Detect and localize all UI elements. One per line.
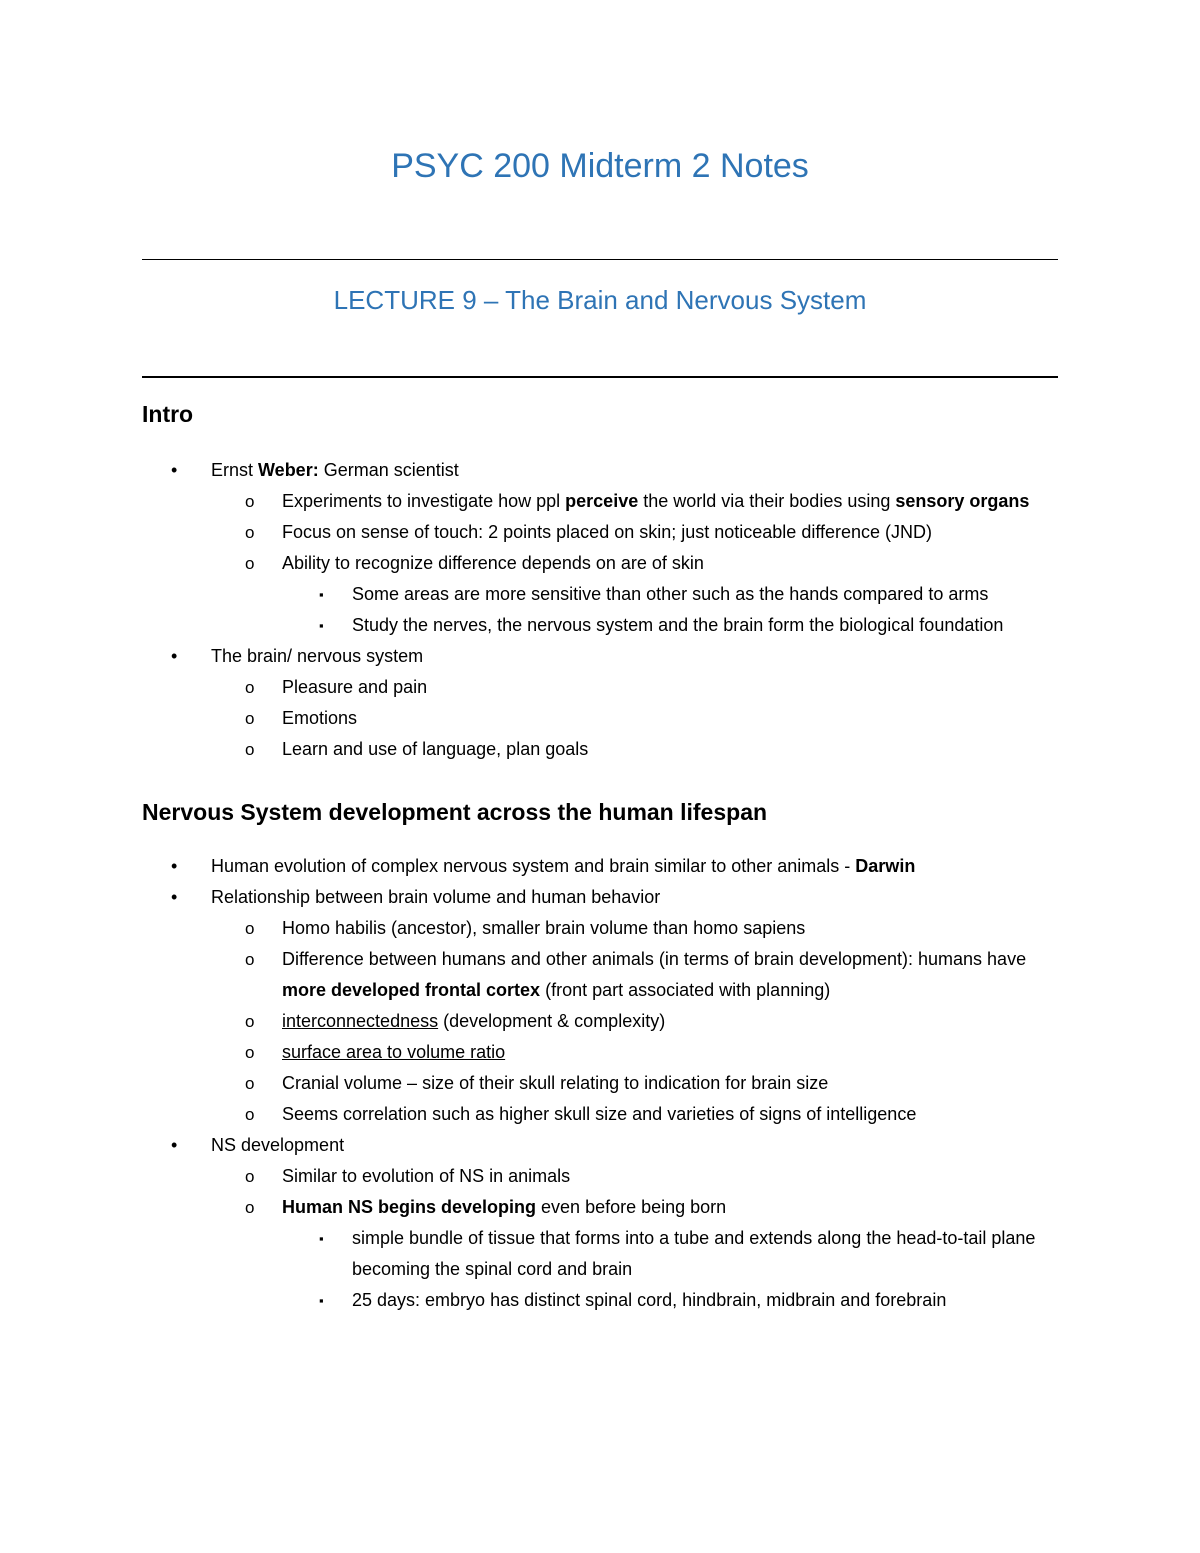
item-text: Seems correlation such as higher skull size and varieties of signs of intelligence: [282, 1104, 917, 1124]
list-item: [211, 1068, 1062, 1099]
bullet-marker: o: [245, 678, 255, 697]
item-bold-text: perceive: [565, 491, 639, 511]
item-text: The brain/ nervous system: [211, 646, 424, 666]
item-text: Experiments to investigate how ppl: [282, 491, 566, 511]
item-text: 25 days: embryo has distinct spinal cord, hindbrain, midbrain and forebrain: [352, 1290, 947, 1310]
human-ns-sublist: [282, 1223, 1062, 1316]
item-text: (development & complexity): [438, 1011, 666, 1031]
list-item: [211, 672, 1062, 703]
list-item: [211, 913, 1062, 944]
item-text: Learn and use of language, plan goals: [282, 739, 589, 759]
notes-body: [142, 393, 1062, 1316]
list-item: [282, 1223, 1062, 1285]
list-item: [282, 1285, 1062, 1316]
list-item-evolution: [142, 851, 1062, 882]
bullet-marker: •: [171, 1135, 178, 1155]
bullet-marker: o: [245, 554, 255, 573]
list-item: [211, 1099, 1062, 1130]
item-text: Ernst: [211, 460, 259, 480]
item-text: Pleasure and pain: [282, 677, 428, 697]
bullet-marker: o: [245, 1074, 255, 1093]
bullet-marker: ▪: [319, 1293, 324, 1308]
list-item-touch: [211, 517, 1062, 548]
item-bold-text: more developed frontal cortex: [282, 980, 541, 1000]
list-item-ns-development: [142, 1130, 1062, 1316]
list-item: [282, 610, 1062, 641]
list-item-relationship: [142, 882, 1062, 1130]
bullet-marker: •: [171, 646, 178, 666]
item-text: even before being born: [536, 1197, 727, 1217]
intro-list: [142, 455, 1062, 765]
list-item: [211, 734, 1062, 765]
lecture-divider: [142, 376, 1058, 378]
bullet-marker: ▪: [319, 587, 324, 602]
document-title: PSYC 200 Midterm 2 Notes: [391, 147, 809, 185]
list-item: [211, 1161, 1062, 1192]
bullet-marker: o: [245, 740, 255, 759]
list-item-experiments: [211, 486, 1062, 517]
item-text: Cranial volume – size of their skull relating to indication for brain size: [282, 1073, 829, 1093]
relationship-sublist: [211, 913, 1062, 1130]
bullet-marker: o: [245, 1198, 255, 1217]
bullet-marker: o: [245, 1043, 255, 1062]
section-heading-intro: Intro: [142, 401, 194, 427]
bullet-marker: •: [171, 887, 178, 907]
weber-sublist: [211, 486, 1062, 641]
list-item-weber: [142, 455, 1062, 641]
bullet-marker: o: [245, 1012, 255, 1031]
list-item: [211, 944, 1062, 1006]
item-bold-text: Darwin: [855, 856, 916, 876]
item-text: Similar to evolution of NS in animals: [282, 1166, 571, 1186]
bullet-marker: ▪: [319, 618, 324, 633]
bullet-marker: •: [171, 856, 178, 876]
item-text: Human evolution of complex nervous system and brain similar to other animals -: [211, 856, 856, 876]
bullet-marker: •: [171, 460, 178, 480]
bullet-marker: o: [245, 1167, 255, 1186]
list-item-brain: [142, 641, 1062, 765]
list-item: [211, 1037, 1062, 1068]
bullet-marker: o: [245, 492, 255, 511]
bullet-marker: ▪: [319, 1231, 324, 1246]
title-divider: [142, 259, 1058, 260]
ability-sublist: [282, 579, 1062, 641]
item-bold-text: Weber:: [258, 460, 319, 480]
list-item: [211, 1006, 1062, 1037]
item-underlined-text: interconnectedness: [282, 1011, 439, 1031]
list-item: [211, 703, 1062, 734]
bullet-marker: o: [245, 709, 255, 728]
ns-development-sublist: [211, 1161, 1062, 1316]
bullet-marker: o: [245, 523, 255, 542]
item-text: simple bundle of tissue that forms into a tube and extends along the head-to-tail plane becoming the spinal cord and brain: [352, 1228, 1036, 1279]
bullet-marker: o: [245, 950, 255, 969]
item-text: Homo habilis (ancestor), smaller brain volume than homo sapiens: [282, 918, 806, 938]
section-heading-ns-development: Nervous System development across the human lifespan: [142, 799, 768, 825]
item-text: Emotions: [282, 708, 358, 728]
item-text: the world via their bodies using: [638, 491, 896, 511]
ns-list: [142, 851, 1062, 1316]
list-item: [211, 1192, 1062, 1316]
list-item-ability: [211, 548, 1062, 641]
list-item: [282, 579, 1062, 610]
item-text: Study the nerves, the nervous system and the brain form the biological foundation: [352, 615, 1004, 635]
bullet-marker: o: [245, 919, 255, 938]
item-text: German scientist: [318, 460, 459, 480]
item-text: (front part associated with planning): [540, 980, 831, 1000]
item-text: Difference between humans and other animals (in terms of brain development): humans have: [282, 949, 1027, 969]
item-bold-text: sensory organs: [895, 491, 1030, 511]
lecture-heading: LECTURE 9 – The Brain and Nervous System: [333, 285, 867, 315]
item-bold-text: Human NS begins developing: [282, 1197, 537, 1217]
bullet-marker: o: [245, 1105, 255, 1124]
item-text: NS development: [211, 1135, 345, 1155]
item-text: Some areas are more sensitive than other such as the hands compared to arms: [352, 584, 989, 604]
item-text: Relationship between brain volume and human behavior: [211, 887, 661, 907]
item-text: Focus on sense of touch: 2 points placed on skin; just noticeable difference (JND): [282, 522, 933, 542]
brain-sublist: [211, 672, 1062, 765]
item-underlined-text: surface area to volume ratio: [282, 1042, 506, 1062]
item-text: Ability to recognize difference depends on are of skin: [282, 553, 704, 573]
